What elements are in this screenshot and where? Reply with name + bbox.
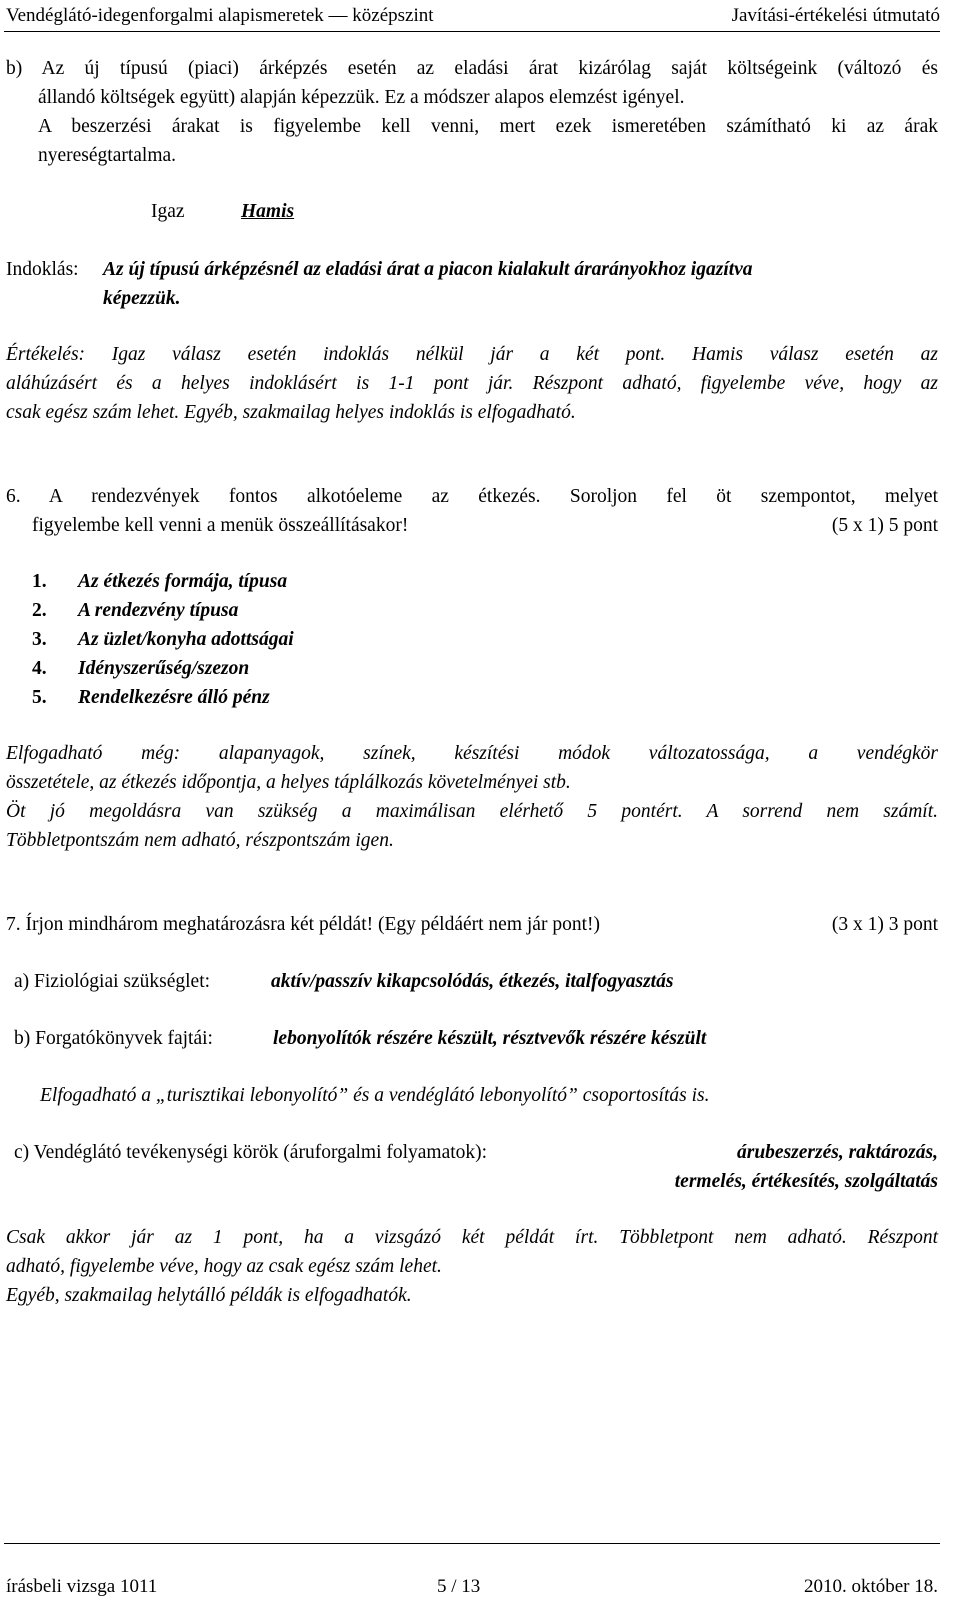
q6-answer-num: 5.	[32, 687, 47, 708]
q6-note-line2: Többletpontszám nem adható, részpontszám igen.	[6, 830, 394, 851]
page-header	[0, 0, 960, 28]
q6-points: (5 x 1) 5 pont	[831, 515, 938, 536]
option-true: Igaz	[151, 201, 185, 222]
reason-text-line1: Az új típusú árképzésnél az eladási árat a piacon kialakult árarányokhoz igazítva	[103, 259, 753, 280]
q7c-answer-line2: termelés, értékesítés, szolgáltatás	[674, 1171, 938, 1192]
header-rule	[4, 31, 940, 32]
b-item-line1: b) Az új típusú (piaci) árképzés esetén az eladási árat kizárólag saját költségeink (változó és	[6, 58, 938, 79]
q7a-answer: aktív/passzív kikapcsolódás, étkezés, italfogyasztás	[271, 971, 674, 992]
q7b-note: Elfogadható a „turisztikai lebonyolító” és a vendéglátó lebonyolító” csoportosítás is.	[40, 1085, 710, 1106]
reason-label: Indoklás:	[6, 259, 79, 280]
footer-rule	[4, 1543, 940, 1544]
q7c-label: c) Vendéglátó tevékenységi körök (áruforgalmi folyamatok):	[14, 1142, 488, 1163]
q6-note-line1: Öt jó megoldásra van szükség a maximálisan elérhető 5 pontért. A sorrend nem számít.	[6, 801, 938, 822]
q6-answer-text: A rendezvény típusa	[78, 600, 239, 621]
q6-answer-num: 1.	[32, 571, 47, 592]
q7-eval-line3: Egyéb, szakmailag helytálló példák is elfogadhatók.	[6, 1285, 412, 1306]
q7-question: 7. Írjon mindhárom meghatározásra két példát! (Egy példáért nem jár pont!)	[6, 914, 600, 935]
eval1-line3: csak egész szám lehet. Egyéb, szakmailag helyes indoklás is elfogadható.	[6, 402, 576, 423]
eval1-line1: Értékelés: Igaz válasz esetén indoklás nélkül jár a két pont. Hamis válasz esetén az	[6, 344, 938, 365]
q7c-answer-line1: árubeszerzés, raktározás,	[737, 1142, 938, 1163]
b-item-line3: A beszerzési árakat is figyelembe kell venni, mert ezek ismeretében számítható ki az árak	[38, 116, 938, 137]
footer-exam-id: írásbeli vizsga 1011	[6, 1576, 158, 1597]
option-false-underlined: Hamis	[241, 201, 295, 222]
b-item-line4: nyereségtartalma.	[38, 145, 177, 166]
footer-page-number: 5 / 13	[437, 1576, 481, 1597]
eval1-line2: aláhúzásért és a helyes indoklásért is 1-1 pont jár. Részpont adható, figyelembe véve, hogy az	[6, 373, 938, 394]
q6-answer-num: 3.	[32, 629, 47, 650]
q7b-label: b) Forgatókönyvek fajtái:	[14, 1028, 213, 1049]
header-title: Vendéglátó-idegenforgalmi alapismeretek — középszint	[6, 5, 434, 26]
q6-answer-text: Az étkezés formája, típusa	[78, 571, 288, 592]
header-subtitle: Javítási-értékelési útmutató	[731, 5, 940, 26]
q7b-answer: lebonyolítók részére készült, résztvevők részére készült	[273, 1028, 707, 1049]
q6-answer-num: 2.	[32, 600, 47, 621]
footer-date: 2010. október 18.	[803, 1576, 938, 1597]
reason-text-line2: képezzük.	[103, 288, 181, 309]
q6-answer-text: Idényszerűség/szezon	[78, 658, 250, 679]
q7-eval-line2: adható, figyelembe véve, hogy az csak egész szám lehet.	[6, 1256, 442, 1277]
q6-accept-line1: Elfogadható még: alapanyagok, színek, készítési módok változatossága, a vendégkör	[6, 743, 938, 764]
q6-accept-line2: összetétele, az étkezés időpontja, a helyes táplálkozás követelményei stb.	[6, 772, 571, 793]
q6-answer-num: 4.	[32, 658, 47, 679]
b-item-line2: állandó költségek együtt) alapján képezzük. Ez a módszer alapos elemzést igényel.	[38, 87, 685, 108]
q6-answer-text: Az üzlet/konyha adottságai	[78, 629, 294, 650]
q7-points: (3 x 1) 3 pont	[831, 914, 938, 935]
q6-answer-text: Rendelkezésre álló pénz	[78, 687, 270, 708]
q7-eval-line1: Csak akkor jár az 1 pont, ha a vizsgázó két példát írt. Többletpont nem adható. Részpont	[6, 1227, 938, 1248]
q6-question-line2: figyelembe kell venni a menük összeállításakor!	[32, 515, 409, 536]
q6-question-line1: 6. A rendezvények fontos alkotóeleme az étkezés. Soroljon fel öt szempontot, melyet	[6, 486, 938, 507]
q7a-label: a) Fiziológiai szükséglet:	[14, 971, 211, 992]
